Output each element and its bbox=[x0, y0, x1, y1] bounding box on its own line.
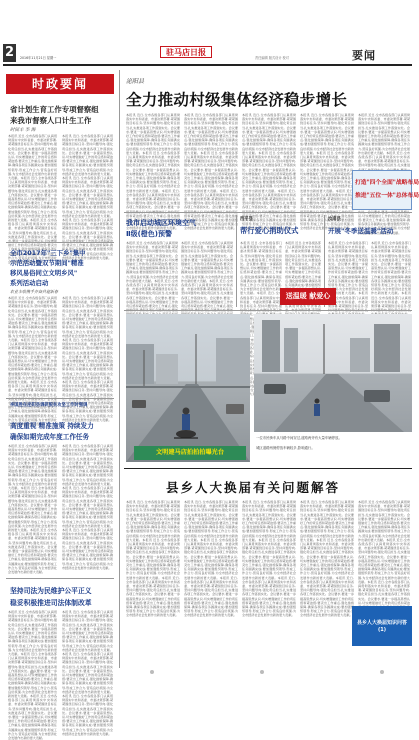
divider bbox=[6, 398, 114, 399]
promo-line2: 推进"五位一体"总体布局 bbox=[355, 193, 419, 199]
divider bbox=[124, 212, 412, 213]
sidebar-column-rule bbox=[119, 70, 120, 668]
story3-headline-line1: 高度重视 精准施策 持续发力 bbox=[10, 422, 94, 430]
qa-label-box bbox=[352, 606, 412, 646]
registration-mark bbox=[380, 670, 384, 674]
story2-byline: 农业丰收携手齐奋共迎新春 bbox=[10, 289, 58, 294]
photo-note-2: 城区道路两侧停放车辆较多,影响通行。 bbox=[256, 446, 315, 450]
volunteer-body-col2 bbox=[371, 241, 411, 305]
roadside-scene-illustration bbox=[254, 314, 412, 432]
masthead-logo: 驻马店日报 bbox=[160, 46, 212, 58]
env-headline-line1: 我市启动城区环境空气 bbox=[126, 219, 196, 227]
photo-caption: 文明建马店拍拍拍曝光台 bbox=[134, 446, 246, 460]
story1-body-left bbox=[8, 134, 57, 234]
story2-headline-line4: 系列活动启动 bbox=[10, 279, 49, 287]
story4-headline-line2: 稳妥积极推进司法体制改革 bbox=[10, 599, 92, 607]
registration-mark bbox=[30, 670, 34, 674]
street-photo-right bbox=[254, 314, 412, 432]
qa-body-col2 bbox=[184, 500, 238, 664]
story2-headline-line1: 全市2017年"三下乡"集中 bbox=[10, 249, 86, 257]
divider bbox=[6, 578, 114, 579]
promo-box bbox=[352, 170, 419, 210]
qa-label: 县乡人大换届知识问答(1) bbox=[356, 620, 407, 633]
page-header bbox=[0, 0, 415, 66]
qa-body-col4 bbox=[300, 500, 354, 664]
story3-body-right bbox=[62, 444, 113, 572]
divider bbox=[124, 468, 412, 469]
lead-body-col2 bbox=[184, 113, 238, 209]
story4-headline-line1: 坚持司法为民维护公平正义 bbox=[10, 587, 92, 595]
lead-body-col3 bbox=[242, 113, 296, 209]
header-rule bbox=[3, 64, 412, 66]
story1-headline-line1: 省计划生育工作专项督察组 bbox=[10, 105, 99, 114]
lead-body-col4 bbox=[300, 113, 354, 209]
lead-body-col1 bbox=[126, 113, 180, 209]
page-number: 2 bbox=[4, 45, 15, 60]
section-name: 要闻 bbox=[352, 49, 376, 62]
lead-headline: 全力推动村级集体经济稳步增长 bbox=[126, 91, 348, 109]
story3-headline-line2: 确保如期完成年度工作任务 bbox=[10, 433, 90, 441]
street-photo-left bbox=[126, 314, 250, 462]
qa-body-col5 bbox=[358, 500, 410, 600]
registration-mark bbox=[150, 670, 154, 674]
charity-kicker: 西平县 bbox=[240, 217, 253, 222]
divider bbox=[6, 242, 114, 243]
charity-body-col1 bbox=[240, 241, 282, 305]
story1-headline-line2: 来我市督察人口计生工作 bbox=[10, 116, 92, 125]
street-scene-illustration bbox=[126, 314, 250, 462]
env-headline-line2: Ⅱ级(橙色)预警 bbox=[126, 230, 173, 238]
lead-kicker: 泌阳县 bbox=[126, 78, 145, 85]
promo-line1: 打造"四个全面"战略布局 bbox=[355, 180, 419, 186]
charity-headline: 帮行爱心捐助仪式 bbox=[240, 226, 299, 235]
story4-body-right bbox=[62, 610, 113, 668]
registration-mark bbox=[260, 670, 264, 674]
story3-kicker: 李国胜在泌阳县调研脱贫攻坚工作时强调 bbox=[10, 403, 88, 408]
story4-body-left bbox=[8, 610, 57, 668]
winter-banner: 送温暖 献爱心 bbox=[280, 288, 336, 305]
qa-body-col1 bbox=[126, 500, 180, 664]
date-line: 2016年11月21日 星期一 bbox=[20, 56, 57, 60]
story2-body-left bbox=[8, 296, 57, 392]
sidebar bbox=[4, 70, 117, 670]
story2-headline-line2: 示范活动暨双节期间"精准 bbox=[10, 259, 84, 267]
lead-body-col5 bbox=[358, 113, 410, 165]
volunteer-headline: 开展"冬季送温暖"活动 bbox=[328, 227, 394, 235]
story2-headline-line3: 移风易俗同立文明乡风" bbox=[10, 269, 78, 277]
env-body-col1 bbox=[126, 241, 178, 305]
qa-body-col3 bbox=[242, 500, 296, 664]
photo-note-1: 一位市民骑车从马路中间穿过,道路两旁有大量车辆停放。 bbox=[256, 436, 342, 440]
bottom-headline: 县乡人大换届有关问题解答 bbox=[166, 480, 341, 495]
story1-body-right bbox=[62, 134, 113, 234]
sidebar-banner: 时政要闻 bbox=[6, 74, 114, 94]
story1-byline: 时间丰 李 海 bbox=[10, 128, 36, 133]
column-rule bbox=[236, 215, 237, 307]
story3-body-left bbox=[8, 444, 57, 572]
volunteer-kicker: 汝南县 bbox=[328, 217, 341, 222]
divider bbox=[124, 310, 412, 311]
story2-body-right bbox=[62, 296, 113, 392]
editors-line: 责任编辑 版式设计 校对 bbox=[255, 56, 289, 60]
env-body-col2 bbox=[181, 241, 233, 305]
